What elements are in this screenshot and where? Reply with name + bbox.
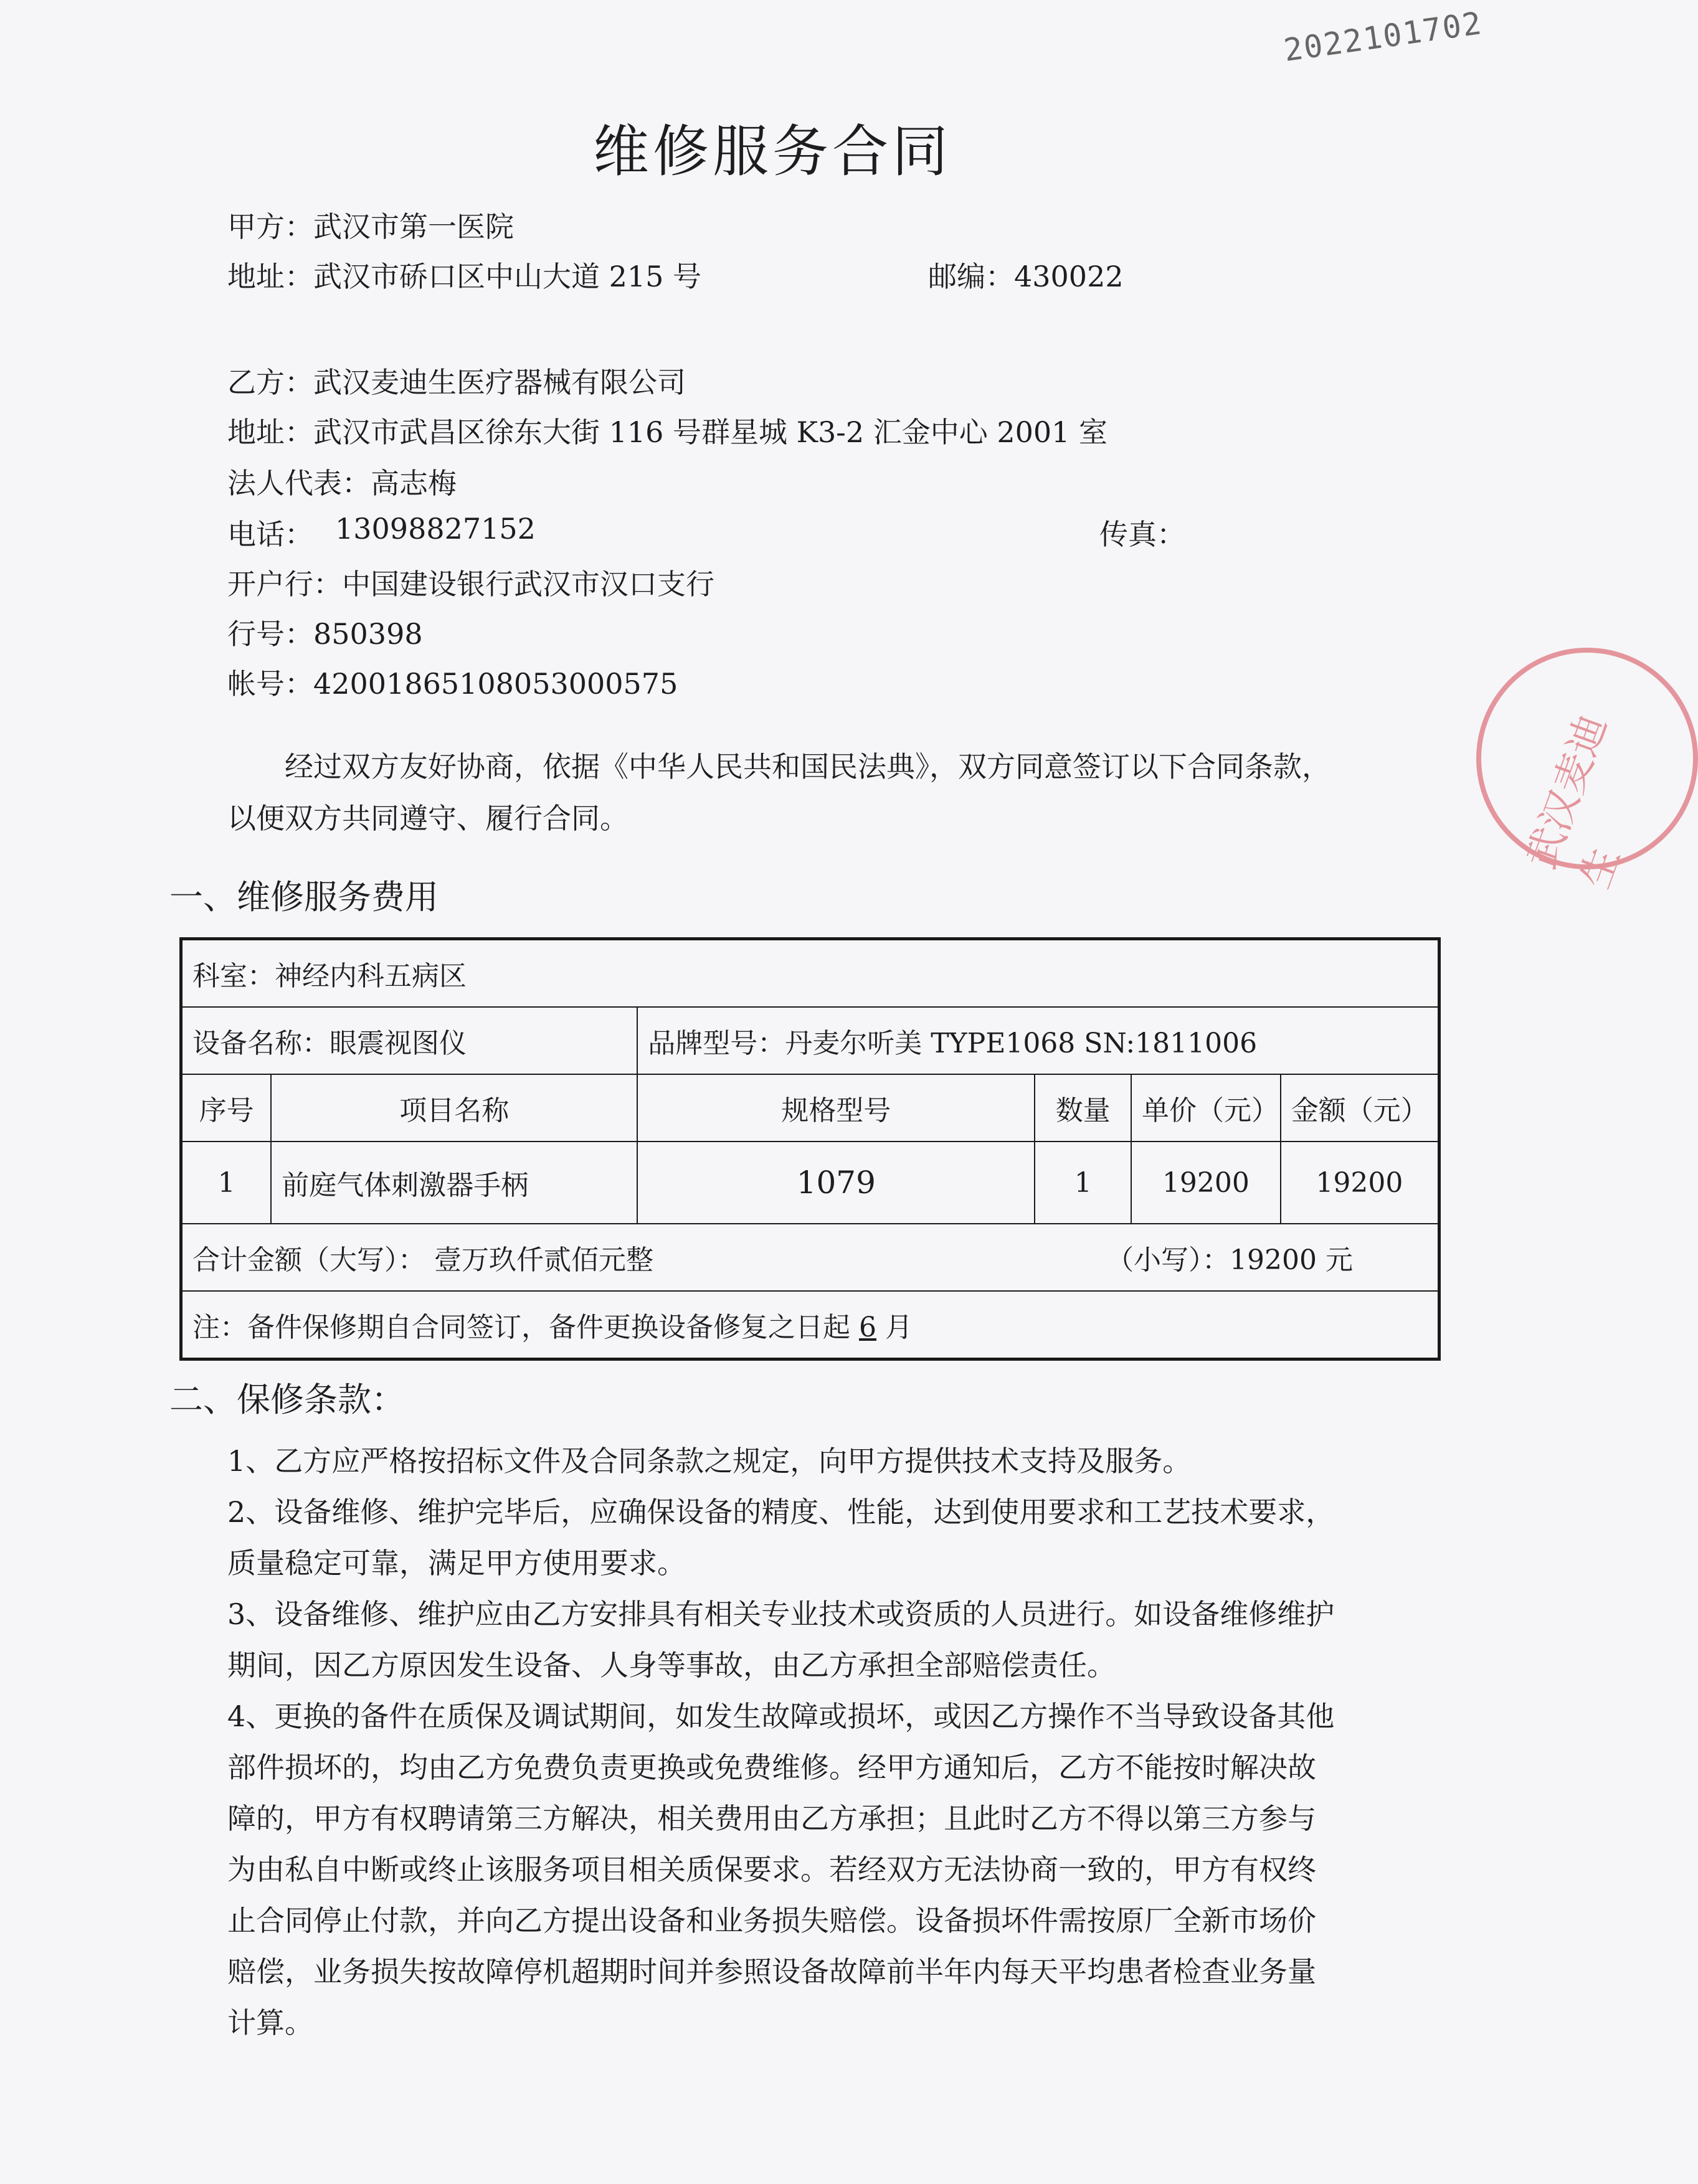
- party-b-bank: 开户行：中国建设银行武汉市汉口支行: [227, 567, 714, 601]
- note-row: [181, 1291, 1440, 1359]
- header-amount: 金额（元）: [1281, 1074, 1440, 1142]
- repair-fee-table: [179, 937, 1441, 1361]
- header-qty: 数量: [1035, 1074, 1131, 1142]
- intro-paragraph: 经过双方友好协商，依据《中华人民共和国民法典》，双方同意签订以下合同条款，以便双方共同遵守、履行合同。: [227, 750, 1330, 835]
- table-header-row: [181, 1074, 1440, 1142]
- row-item-name: 前庭气体刺激器手柄: [271, 1142, 637, 1224]
- total-cell: [181, 1224, 1440, 1291]
- document-title: 维修服务合同: [593, 119, 952, 184]
- clause-2: 2、设备维修、维护完毕后，应确保设备的精度、性能，达到使用要求和工艺技术要求，质量稳定可靠，满足甲方使用要求。: [227, 1495, 1335, 1580]
- row-amount: 19200: [1281, 1142, 1440, 1224]
- note-suffix: 月: [885, 1312, 913, 1343]
- department: 科室：神经内科五病区: [181, 939, 1440, 1008]
- party-a-postcode: 邮编：430022: [928, 260, 1124, 293]
- warranty-note: [181, 1291, 1440, 1359]
- party-b-phone-label: 电话：: [227, 518, 313, 551]
- section-1-heading: 一、维修服务费用: [169, 877, 439, 917]
- party-a-name: 甲方：武汉市第一医院: [227, 210, 514, 243]
- brand-model: 品牌型号：丹麦尔听美 TYPE1068 SN:1811006: [637, 1007, 1439, 1074]
- device-name: 设备名称：眼震视图仪: [181, 1007, 638, 1074]
- table-row: [181, 1142, 1440, 1224]
- note-prefix: 注：备件保修期自合同签订，备件更换设备修复之日起: [192, 1312, 850, 1343]
- seal-text: 武汉麦迪生: [1518, 709, 1629, 895]
- total-row: [181, 1224, 1440, 1291]
- total-upper: 合计金额（大写）： 壹万玖仟贰佰元整: [192, 1244, 653, 1276]
- clause-4: 4、更换的备件在质保及调试期间，如发生故障或损坏，或因乙方操作不当导致设备其他部件损坏的，均由乙方免费负责更换或免费维修。经甲方通知后，乙方不能按时解决故障的，甲方有权聘请第三方解决，相关费用由乙方承担；且此时乙方不得以第三方参与为由私自中断或终止该服务项目相关质保要求。若经双方无法协商一致的，甲方有权终止合同停止付款，并向乙方提出设备和业务损失赔偿。设备损坏件需按原厂全新市场价赔偿，业务损失按故障停机超期时间并参照设备故障前半年内每天平均患者检查业务量计算。: [227, 1699, 1335, 2040]
- device-row: [181, 1007, 1440, 1074]
- department-row: [181, 939, 1440, 1008]
- party-b-bank-code: 行号：850398: [227, 617, 423, 651]
- handwritten-note: 2022101702: [1281, 4, 1485, 69]
- clause-3: 3、设备维修、维护应由乙方安排具有相关专业技术或资质的人员进行。如设备维修维护期间，因乙方原因发生设备、人身等事故，由乙方承担全部赔偿责任。: [227, 1597, 1335, 1682]
- row-unit-price: 19200: [1131, 1142, 1281, 1224]
- party-b-fax: 传真：: [1099, 518, 1185, 551]
- header-item-name: 项目名称: [271, 1074, 637, 1142]
- total-lower: （小写）：19200 元: [1106, 1244, 1353, 1276]
- note-months: 6: [859, 1312, 876, 1343]
- clause-1: 1、乙方应严格按招标文件及合同条款之规定，向甲方提供技术支持及服务。: [227, 1444, 1192, 1478]
- row-qty: 1: [1035, 1142, 1131, 1224]
- row-index: 1: [181, 1142, 272, 1224]
- party-b-account: 帐号：42001865108053000575: [227, 667, 678, 701]
- party-b-address: 地址：武汉市武昌区徐东大街 116 号群星城 K3-2 汇金中心 2001 室: [227, 415, 1108, 449]
- party-b-name: 乙方：武汉麦迪生医疗器械有限公司: [227, 366, 686, 399]
- row-spec: 1079: [637, 1142, 1035, 1224]
- header-unit-price: 单价（元）: [1131, 1074, 1281, 1142]
- company-seal: [1476, 648, 1698, 895]
- party-b-phone: 13098827152: [335, 512, 536, 546]
- party-b-legal-rep: 法人代表：高志梅: [227, 466, 457, 500]
- header-spec: 规格型号: [637, 1074, 1035, 1142]
- header-index: 序号: [181, 1074, 272, 1142]
- warranty-clauses: [227, 1435, 1342, 2048]
- party-a-address: 地址：武汉市硚口区中山大道 215 号: [227, 260, 702, 293]
- section-2-heading: 二、保修条款：: [169, 1380, 405, 1419]
